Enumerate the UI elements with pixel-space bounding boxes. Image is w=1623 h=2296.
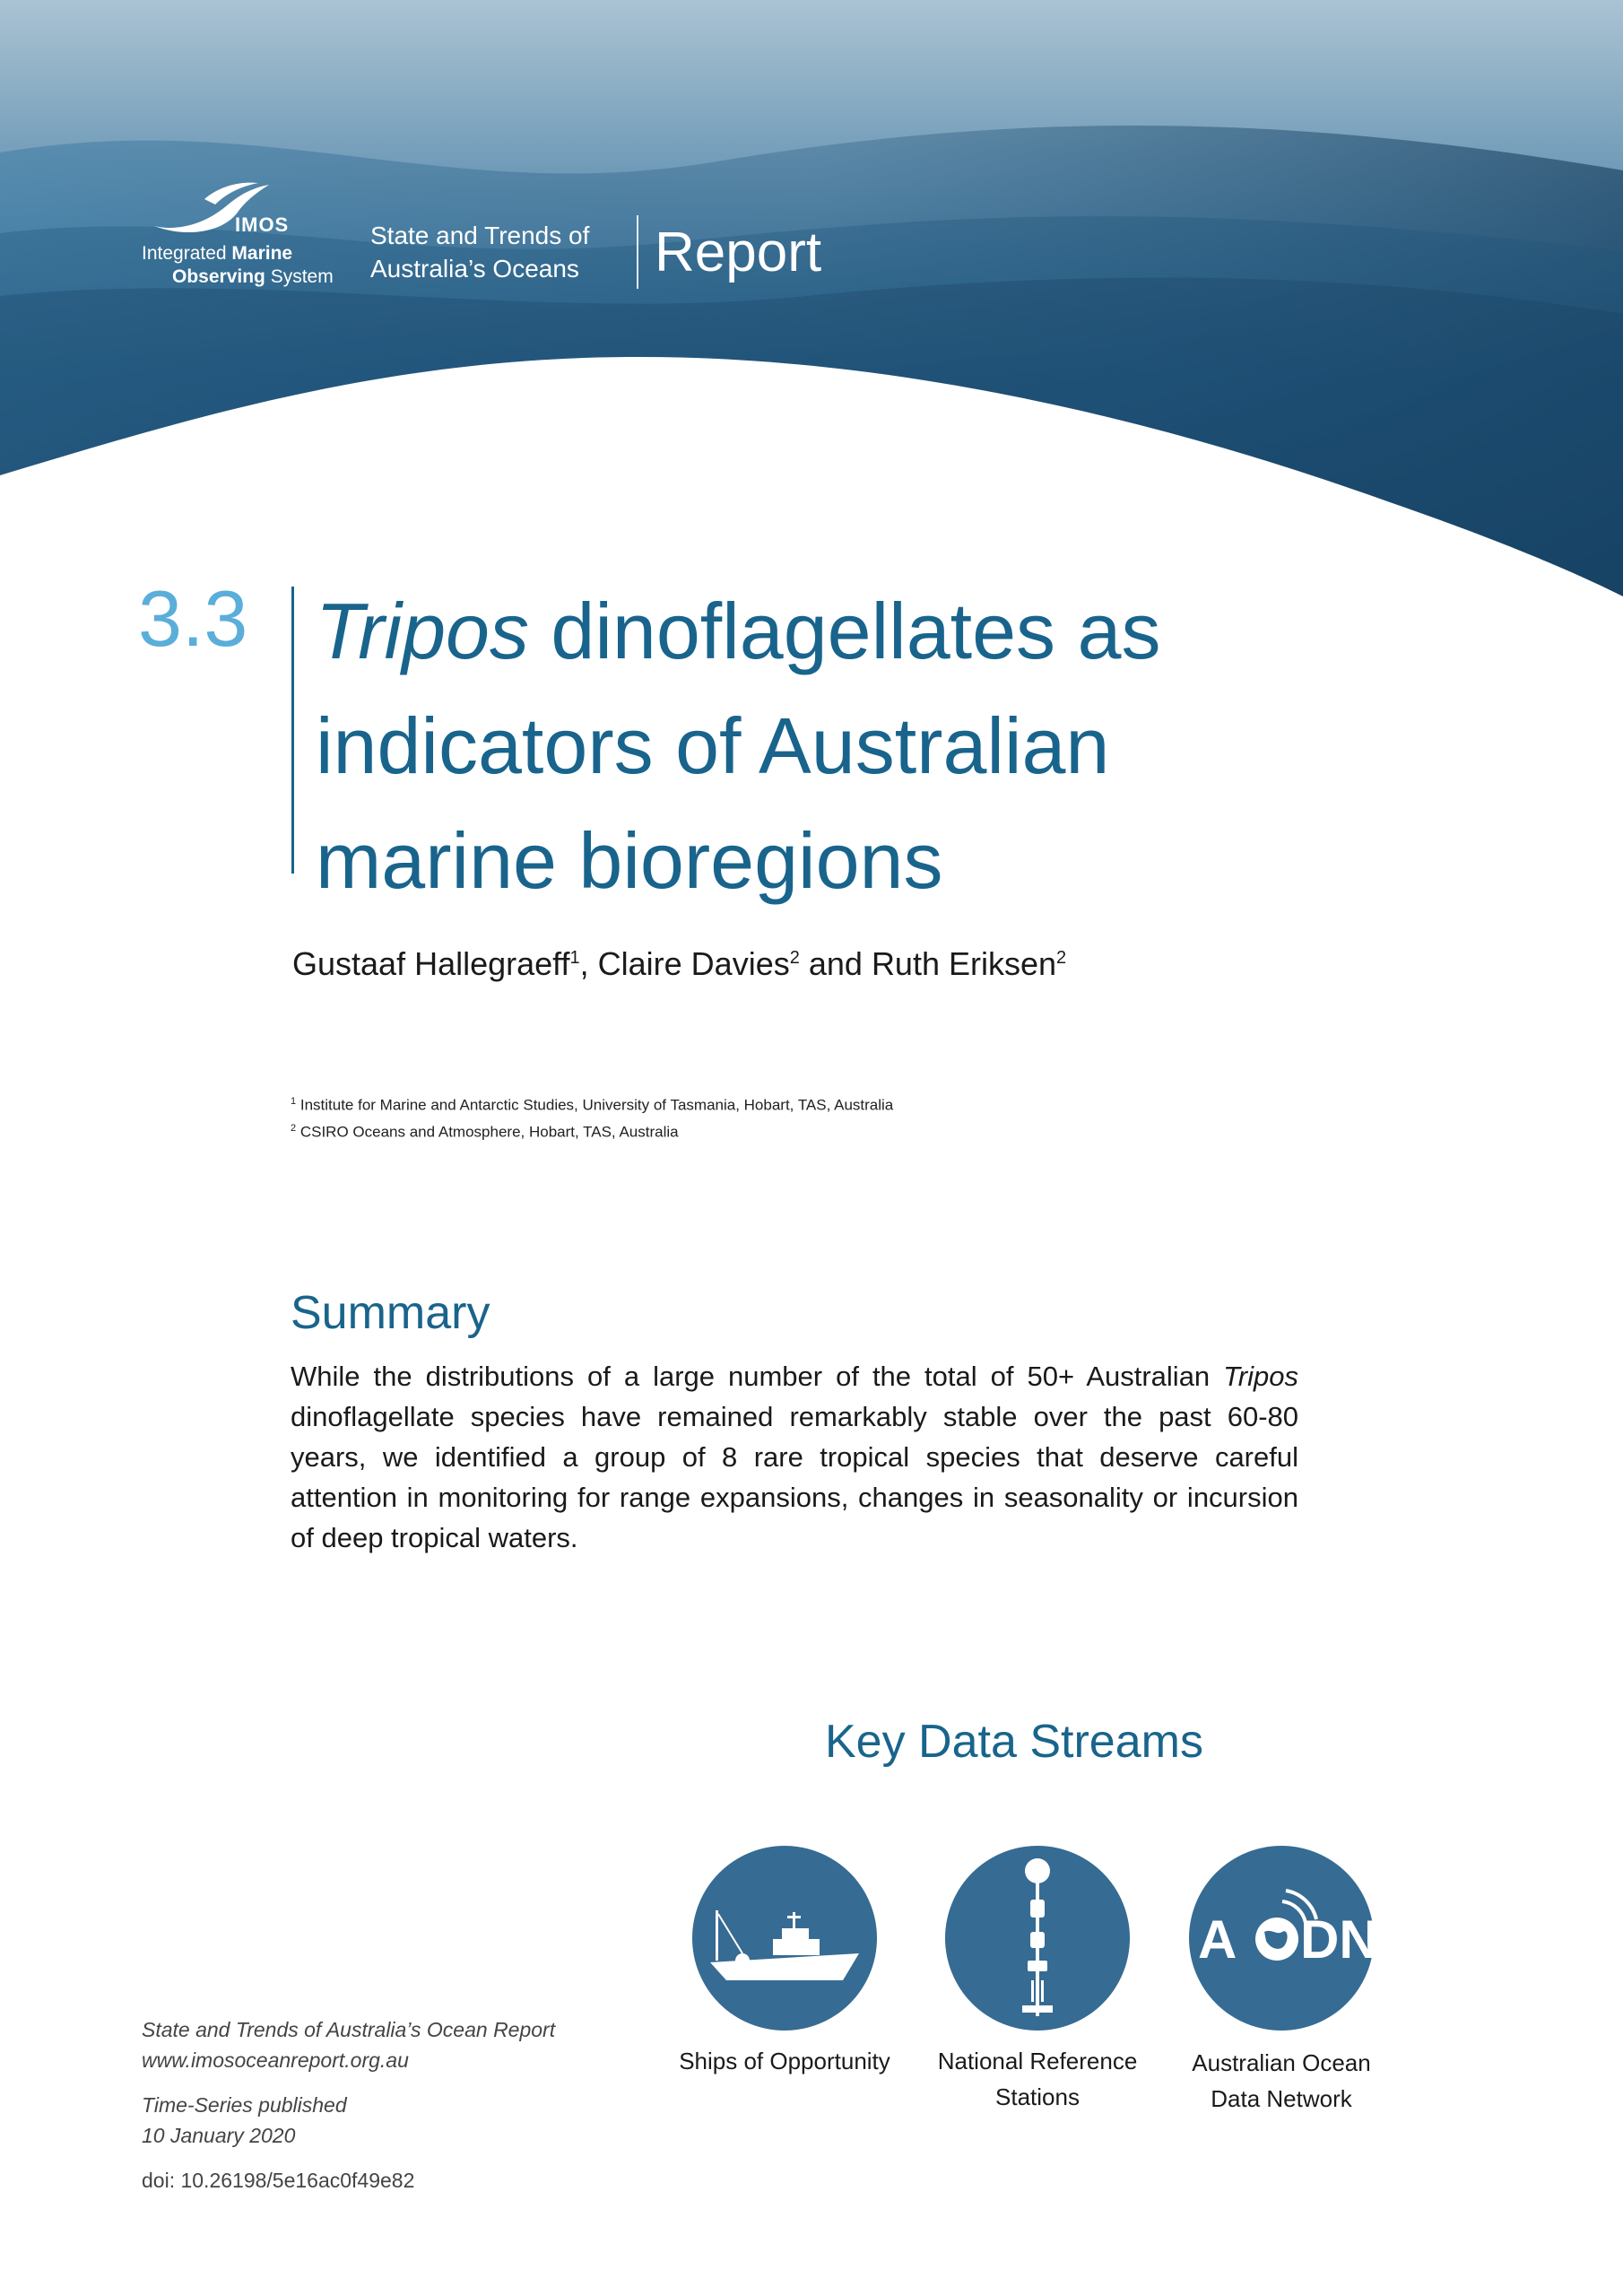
ocean-wave-banner: [0, 0, 1623, 628]
summary-text: While the distributions of a large number of the total of 50+ Australian Tripos dinoflagellate species have remained remarkably stable over the past 60-80 years, we identified a group of 8 rare tropical species that deserve careful attention in monitoring for range expansions, changes in seasonality or incursion of deep tropical waters.: [291, 1361, 1298, 1553]
footer-report-name: State and Trends of Australia’s Ocean Report: [142, 2018, 556, 2041]
title-divider: [291, 587, 294, 874]
authors: Gustaaf Hallegraeff$^1$, Claire Davies$^2$ and Ruth Eriksen$^2$: [292, 945, 1067, 982]
report-subtitle: State and Trends of Australia’s Oceans: [370, 222, 590, 283]
page-title: Tripos dinoflagellates as indicators of Australian marine bioregions: [316, 587, 1161, 905]
imos-abbrev: IMOS: [235, 213, 290, 236]
stream-label-nrs: National Reference Stations: [937, 2048, 1138, 2110]
logo-line-1: Integrated Marine: [142, 243, 293, 264]
logo-line-2: Observing System: [172, 266, 334, 287]
ship-icon: [692, 1846, 877, 2031]
stream-label-ships: Ships of Opportunity: [679, 2048, 890, 2074]
aodn-logo-letters-dn: DN: [1300, 1909, 1374, 1970]
author-name: Ruth Eriksen: [871, 945, 1057, 982]
aodn-badge: [1189, 1846, 1374, 2031]
summary-heading: Summary: [291, 1287, 490, 1339]
footer-doi[interactable]: doi: 10.26198/5e16ac0f49e82: [142, 2169, 415, 2192]
aodn-logo: [1189, 1846, 1374, 2031]
report-divider: [637, 215, 638, 289]
affiliation: $^1$ Institute for Marine and Antarctic Studies, University of Tasmania, Hobart, TAS, Australia: [291, 1096, 894, 1114]
author-name: Claire Davies: [597, 945, 790, 982]
footer-url[interactable]: www.imosoceanreport.org.au: [142, 2048, 409, 2072]
stream-label-aodn: Australian Ocean Data Network: [1192, 2049, 1371, 2112]
author-name: Gustaaf Hallegraeff: [292, 945, 570, 982]
footer-published-date: 10 January 2020: [142, 2124, 296, 2147]
footer-published-label: Time-Series published: [142, 2093, 347, 2117]
key-data-streams-heading: Key Data Streams: [825, 1716, 1203, 1768]
mooring-icon: [945, 1846, 1130, 2031]
national-reference-stations-badge: [945, 1846, 1130, 2031]
aodn-logo-letter-a: A: [1198, 1909, 1237, 1970]
affiliation: $^2$ CSIRO Oceans and Atmosphere, Hobart, TAS, Australia: [291, 1123, 679, 1141]
report-word: Report: [655, 222, 822, 283]
ships-of-opportunity-badge: [692, 1846, 877, 2031]
section-number: 3.3: [138, 574, 248, 663]
